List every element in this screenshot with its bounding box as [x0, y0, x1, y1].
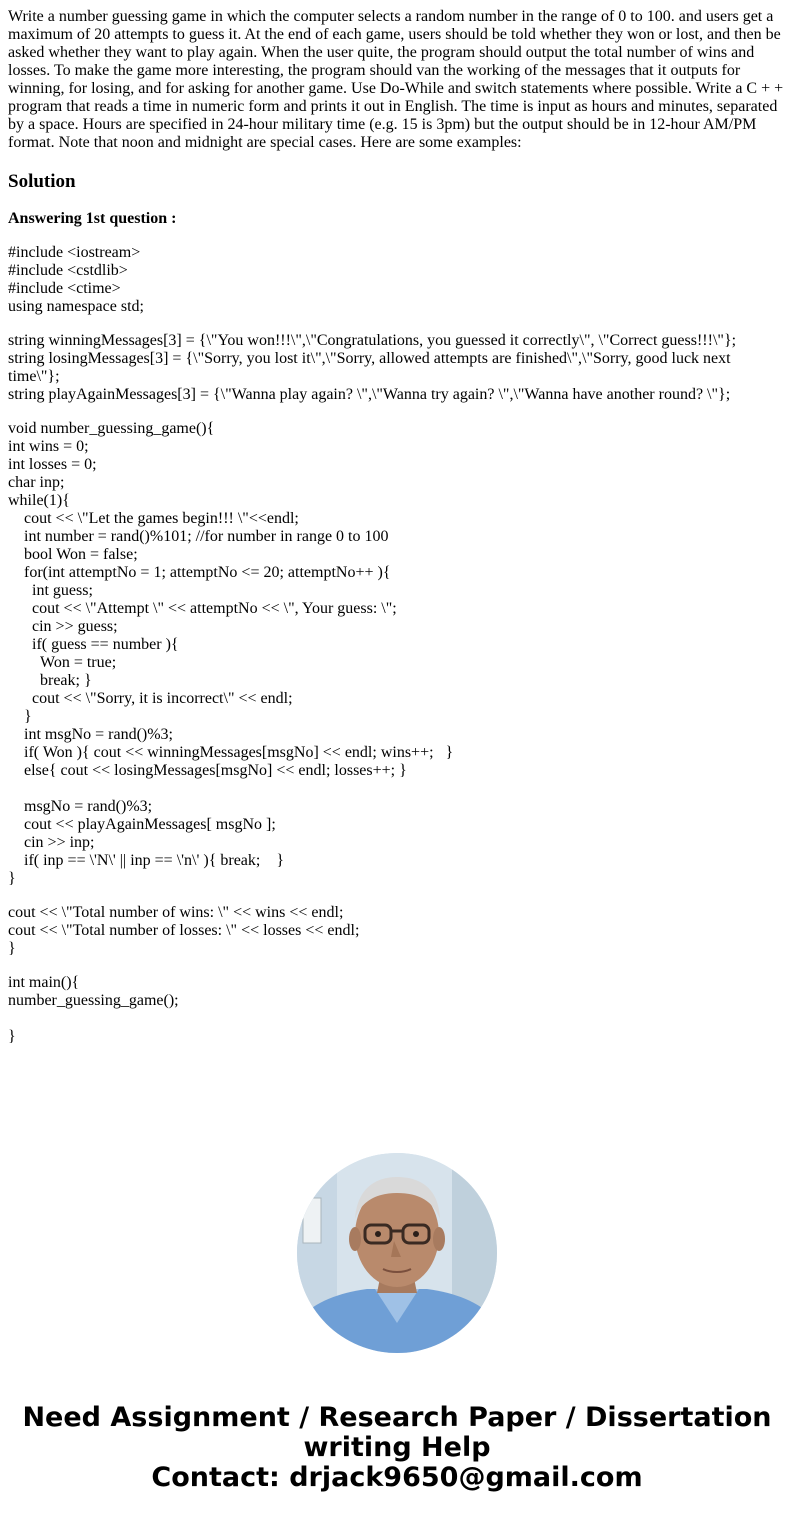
- code-line: string losingMessages[3] = {\"Sorry, you lost it\",\"Sorry, allowed attempts are finished\",\"Sorry, good luck next time\"};: [8, 350, 735, 385]
- author-portrait: [297, 1153, 497, 1353]
- code-line: string winningMessages[3] = {\"You won!!!\",\"Congratulations, you guessed it correctly\", \"Correct guess!!!\"};: [8, 332, 737, 349]
- code-listing: [8, 244, 786, 1046]
- code-line: if( inp == \'N\' || inp == \'n\' ){ break; }: [8, 852, 285, 869]
- code-line: if( Won ){ cout << winningMessages[msgNo] << endl; wins++; }: [8, 744, 454, 761]
- question-text: Write a number guessing game in which the computer selects a random number in the range of 0 to 100. and users get a maximum of 20 attempts to guess it. At the end of each game, users should be told whether they won or lost, and then be asked whether they want to play again. When the user quite, the program should output the total number of wins and losses. To make the game more interesting, the program should van the working of the messages that it outputs for winning, for losing, and for asking for another game. Use Do-While and switch statements where possible. Write a C + + program that reads a time in numeric form and prints it out in English. The time is input as hours and minutes, separated by a space. Hours are specified in 24-hour military time (e.g. 15 is 3pm) but the output should be in 12-hour AM/PM format. Note that noon and midnight are special cases. Here are some examples:: [8, 8, 784, 151]
- footer-contact-line: Contact: drjack9650@gmail.com: [151, 1462, 643, 1493]
- code-line: }: [8, 870, 16, 887]
- code-line: }: [8, 708, 32, 725]
- code-line: cout << \"Total number of losses: \" << losses << endl;: [8, 922, 360, 939]
- code-line: void number_guessing_game(){: [8, 420, 215, 437]
- code-line: Won = true;: [8, 654, 117, 671]
- code-block-game-function: [8, 420, 786, 888]
- code-line: cout << \"Attempt \" << attemptNo << \", Your guess: \";: [8, 600, 397, 617]
- code-line: cout << \"Sorry, it is incorrect\" << endl;: [8, 690, 293, 707]
- solution-heading: Solution: [8, 171, 76, 192]
- footer-contact-banner: [0, 1403, 794, 1493]
- code-line: msgNo = rand()%3;: [8, 798, 153, 815]
- code-line: while(1){: [8, 492, 70, 509]
- code-line: #include <ctime>: [8, 280, 121, 297]
- code-line: #include <cstdlib>: [8, 262, 128, 279]
- code-line: int guess;: [8, 582, 93, 599]
- code-block-messages: [8, 332, 786, 404]
- code-line: #include <iostream>: [8, 244, 141, 261]
- code-line: else{ cout << losingMessages[msgNo] << endl; losses++; }: [8, 762, 407, 779]
- code-line: using namespace std;: [8, 298, 144, 315]
- code-line: cout << \"Let the games begin!!! \"<<endl;: [8, 510, 299, 527]
- code-block-totals: [8, 904, 786, 958]
- code-line: number_guessing_game();: [8, 992, 179, 1009]
- code-line: if( guess == number ){: [8, 636, 179, 653]
- code-line: int main(){: [8, 974, 80, 991]
- code-line: [8, 780, 786, 798]
- code-line: }: [8, 1028, 16, 1045]
- code-line: cin >> inp;: [8, 834, 95, 851]
- footer-line-1: Need Assignment / Research Paper / Dissertation: [22, 1402, 772, 1433]
- answer-subheading: Answering 1st question :: [8, 210, 177, 227]
- footer-line-2: writing Help: [303, 1432, 491, 1463]
- code-line: }: [8, 940, 16, 957]
- code-block-includes: [8, 244, 786, 316]
- code-line: cin >> guess;: [8, 618, 118, 635]
- code-line: int losses = 0;: [8, 456, 97, 473]
- code-line: bool Won = false;: [8, 546, 138, 563]
- code-line: [8, 1010, 786, 1028]
- code-line: cout << \"Total number of wins: \" << wins << endl;: [8, 904, 344, 921]
- code-block-main: [8, 974, 786, 1046]
- code-line: int msgNo = rand()%3;: [8, 726, 173, 743]
- document-content: [8, 8, 786, 1046]
- code-line: string playAgainMessages[3] = {\"Wanna play again? \",\"Wanna try again? \",\"Wanna have another round? \"};: [8, 386, 731, 403]
- code-line: char inp;: [8, 474, 65, 491]
- code-line: for(int attemptNo = 1; attemptNo <= 20; attemptNo++ ){: [8, 564, 391, 581]
- code-line: cout << playAgainMessages[ msgNo ];: [8, 816, 276, 833]
- code-line: break; }: [8, 672, 92, 689]
- code-line: int number = rand()%101; //for number in range 0 to 100: [8, 528, 389, 545]
- code-line: int wins = 0;: [8, 438, 89, 455]
- author-avatar: [297, 1153, 497, 1353]
